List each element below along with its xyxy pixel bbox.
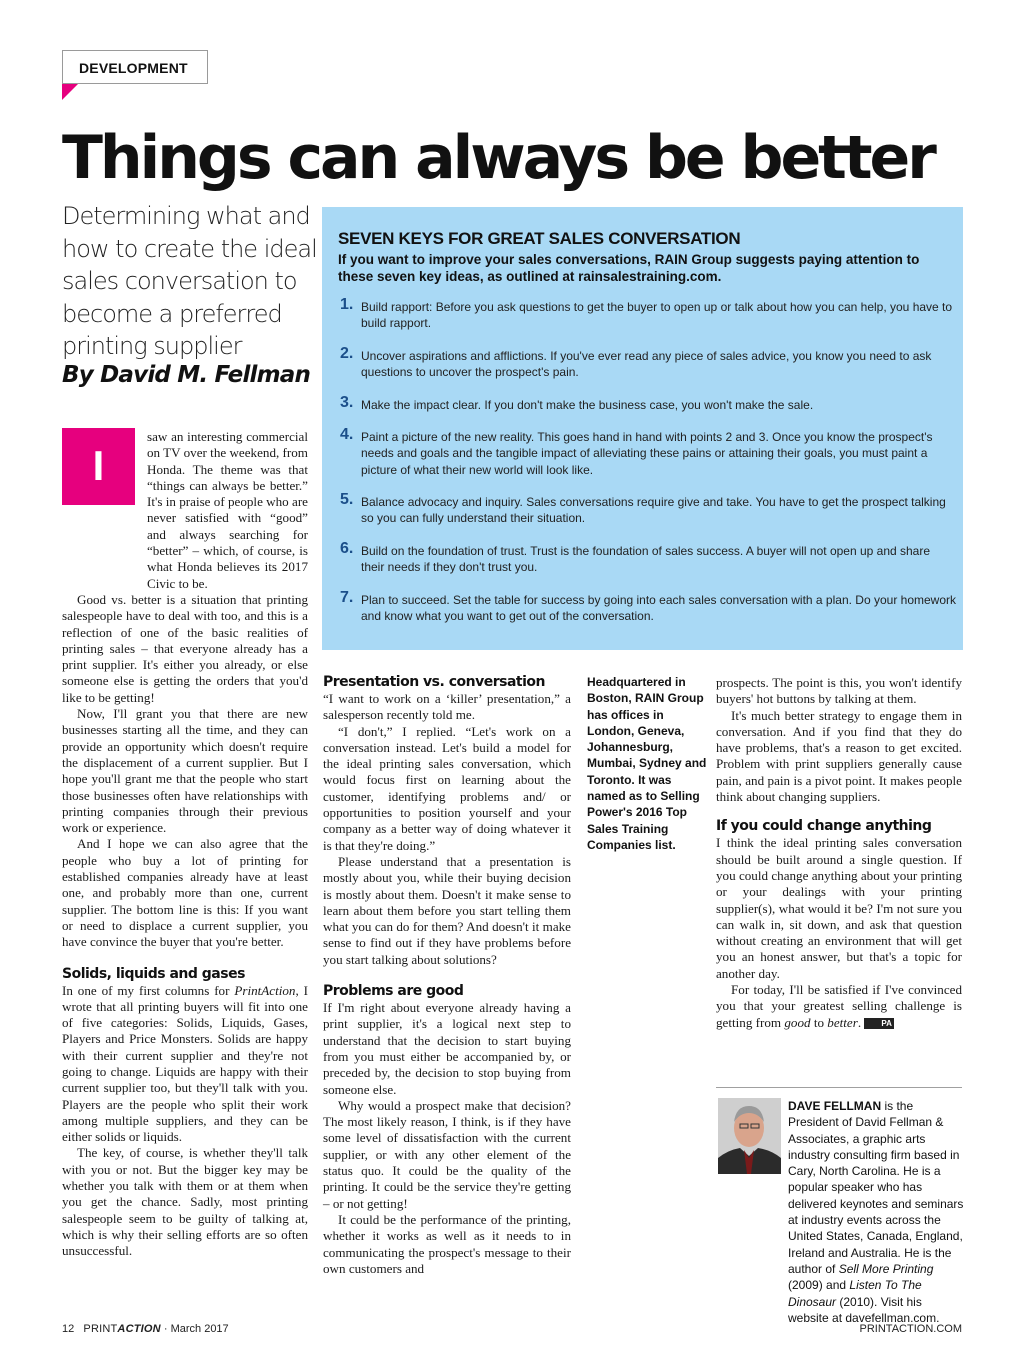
- publication-title: PrintAction: [234, 982, 296, 998]
- article-paragraph: The key, of course, is whether they'll talk with you or not. But the bigger key may be whether you talk with them or at them when you get the chance. Sadly, most printing salespeople seem to be guilty of talking at, which is why their selling efforts are so often unsuccessful.: [62, 1145, 308, 1259]
- footer-site: PRINTACTION.COM: [859, 1323, 962, 1335]
- text-span: For today, I'll be satisfied if I've convinced you that your greatest selling challenge is getting from: [716, 982, 962, 1030]
- subhead-change: If you could change anything: [716, 818, 932, 835]
- key-text: Paint a picture of the new reality. This goes hand in hand with points 2 and 3. Once you know the prospect's needs and goals and the tangible impact of alleviating these pains or attaining their goals, you must paint a picture of what their new world will look like.: [361, 430, 933, 477]
- article-column-2: [323, 673, 571, 1277]
- sidebar-title: SEVEN KEYS FOR GREAT SALES CONVERSATION: [338, 229, 741, 248]
- emphasis-good: good: [784, 1014, 811, 1030]
- brand-prefix: PRINT: [83, 1323, 118, 1335]
- book-title: Sell More Printing: [838, 1261, 934, 1276]
- article-paragraph: prospects. The point is this, you won't identify buyers' hot buttons by talking at them.: [716, 675, 962, 707]
- article-paragraph: “I don't,” I replied. “Let's work on a conversation instead. Let's build a model for the ideal printing sales conversation, which would focus first on learning about the customer, identifying problems and/ or opportunities to position yourself and your company as a better way of doing whatever it is that they're doing.”: [323, 723, 571, 853]
- sidebar-box: [322, 207, 963, 650]
- bio-name: DAVE FELLMAN: [788, 1099, 882, 1113]
- text-span: .: [857, 1014, 862, 1030]
- key-number: 1.: [340, 296, 354, 313]
- key-text: Build on the foundation of trust. Trust is the foundation of sales success. A buyer will not open up and share their needs if they don't trust you.: [361, 544, 931, 575]
- emphasis-better: better: [827, 1014, 858, 1030]
- byline: By David M. Fellman: [62, 362, 311, 388]
- article-paragraph: Why would a prospect make that decision? The most likely reason, I think, is if they have some level of dissatisfaction with the current supplier, or with any other element of the status quo. It could be the quality of the printing. It could be the service they're getting – or not getting!: [323, 1097, 571, 1211]
- deck: Determining what and how to create the ideal sales conversation to become a preferred printing supplier: [62, 202, 317, 360]
- article-paragraph: Good vs. better is a situation that printing salespeople have to deal with too, and this is a reflection of one of the basic realities of printing sales – that everyone already has a print supplier. It's either you already, or else someone else is getting the orders that you'd like to be getting!: [62, 591, 308, 705]
- text-span: is the President of David Fellman & Associates, a graphic arts industry consulting firm based in Cary, North Carolina. He is a popular speaker who has delivered keynotes and seminars at industry events across the United States, Canada, England, Ireland and Australia. He is the author of: [788, 1099, 964, 1276]
- article-intro-text: saw an interesting commercial on TV over the weekend, from Honda. The theme was that “things can always be better.” It's in praise of people who are never satisfied with “good” and always searching for “better” – which, of course, is what Honda believes its 2017 Civic to be.: [147, 429, 308, 591]
- article-column-1: [62, 429, 308, 1260]
- brand-suffix: ACTION: [117, 1323, 161, 1335]
- tag-corner-accent: [62, 84, 78, 100]
- key-number: 3.: [340, 394, 354, 411]
- sidebar-intro: If you want to improve your sales conversations, RAIN Group suggests paying attention to these seven key ideas, as outlined at rainsalestraining.com.: [338, 252, 920, 284]
- headline: Things can always be better: [62, 123, 934, 193]
- pull-note: Headquartered in Boston, RAIN Group has offices in London, Geneva, Johannesburg, Mumbai, Sydney and Toronto. It was named as to Selling Power's 2016 Top Sales Training Companies list.: [587, 675, 707, 852]
- footer-left: [62, 1323, 229, 1335]
- text-span: (2010). Visit his website at davefellman.com.: [788, 1294, 940, 1325]
- subhead-solids: Solids, liquids and gases: [62, 965, 245, 982]
- article-paragraph: [62, 983, 308, 1146]
- key-number: 4.: [340, 426, 354, 443]
- page-number: 12: [62, 1323, 75, 1335]
- text-span: (2009) and: [788, 1278, 850, 1293]
- key-text: Build rapport: Before you ask questions to get the buyer to open up or talk about how you can help, you have to build rapport.: [361, 300, 953, 331]
- subhead-presentation: Presentation vs. conversation: [323, 674, 545, 690]
- key-number: 7.: [340, 589, 354, 606]
- text-span: to: [810, 1014, 828, 1030]
- key-text: Balance advocacy and inquiry. Sales conversations require give and take. You have to get the prospect talking so you can fully understand their situation.: [361, 495, 946, 526]
- brand-name: [83, 1323, 160, 1335]
- section-tag: [62, 50, 208, 84]
- book-title: Listen To The Dinosaur: [788, 1278, 922, 1309]
- article-paragraph: Please understand that a presentation is mostly about you, while their buying decision is mostly about them. Doesn't it make sense to learn about them before you start telling them what you can do for them? And doesn't it make sense to find out if they have problems before you start talking about solutions?: [323, 853, 571, 967]
- author-bio: [716, 1098, 964, 1326]
- text-span: In one of my first columns for: [62, 982, 235, 998]
- section-tag-label: DEVELOPMENT: [79, 60, 188, 76]
- drop-cap-letter: I: [92, 442, 105, 489]
- article-paragraph: It's much better strategy to engage them in conversation. And if you find that they do have problems, that's a reason to get excited. Problem with print suppliers generally cause pain, and pain is a pivot point. It makes people think about changing suppliers.: [716, 707, 962, 805]
- article-paragraph: “I want to work on a ‘killer’ presentation,” a salesperson recently told me.: [323, 691, 571, 723]
- key-number: 5.: [340, 491, 354, 508]
- article-column-4: [716, 675, 962, 1031]
- article-paragraph: If I'm right about everyone already having a print supplier, it's a logical next step to understand that the decision to start buying from you must either be accompanied by, or preceded by, the decision to stop buying from someone else.: [323, 1000, 571, 1097]
- article-paragraph: [716, 982, 962, 1031]
- article-paragraph: Now, I'll grant you that there are new businesses starting all the time, and they can provide an opportunity which doesn't require the displacement of a current supplier. But I hope you'll grant me that the people who start those businesses often have relationships with printing companies through their previous work or experience.: [62, 706, 308, 836]
- article-paragraph: [62, 429, 308, 592]
- issue-date: · March 2017: [163, 1323, 229, 1335]
- key-text: Uncover aspirations and afflictions. If you've ever read any piece of sales advice, you know you need to ask questions to uncover the prospect's pain.: [361, 349, 932, 380]
- key-text: Plan to succeed. Set the table for success by going into each sales conversation with a plan. Do your homework and know what you want to get out of the conversation.: [361, 593, 956, 624]
- key-number: 2.: [340, 345, 354, 362]
- article-paragraph: It could be the performance of the printing, whether it works as well as it needs to in communicating the prospect's message to their own customers and: [323, 1211, 571, 1276]
- article-paragraph: And I hope we can also agree that the people who buy a lot of printing for established companies already have at least one, and probably more than one, current supplier. The bottom line is this: If you want or need to displace a current supplier, you have convince the buyer that you're better.: [62, 836, 308, 950]
- article-paragraph: I think the ideal printing sales conversation should be built around a single question. If you could change anything about your printing or your dealings with your printing supplier(s), what would it be? I'm not sure you can walk in, sit down, and ask that question without creating an environment that will get you an honest answer, but that's a topic for another day.: [716, 835, 962, 981]
- bio-divider: [716, 1087, 962, 1088]
- bio-text: [788, 1098, 964, 1326]
- end-mark-icon: PA: [864, 1018, 894, 1029]
- text-span: , I wrote that all printing buyers will fit into one of five categories: Solids, Liquids, Gases, Players and Price Monsters. Solids are happy with their current supplier and they're not going to change. Liquids are happy with their current supplier too, but they'll talk with you. Players are the people who split their work among multiple suppliers, and they can be either solids or liquids.: [62, 982, 308, 1145]
- key-text: Make the impact clear. If you don't make the business case, you won't make the sale.: [361, 398, 814, 412]
- key-number: 6.: [340, 540, 354, 557]
- subhead-problems: Problems are good: [323, 983, 464, 1000]
